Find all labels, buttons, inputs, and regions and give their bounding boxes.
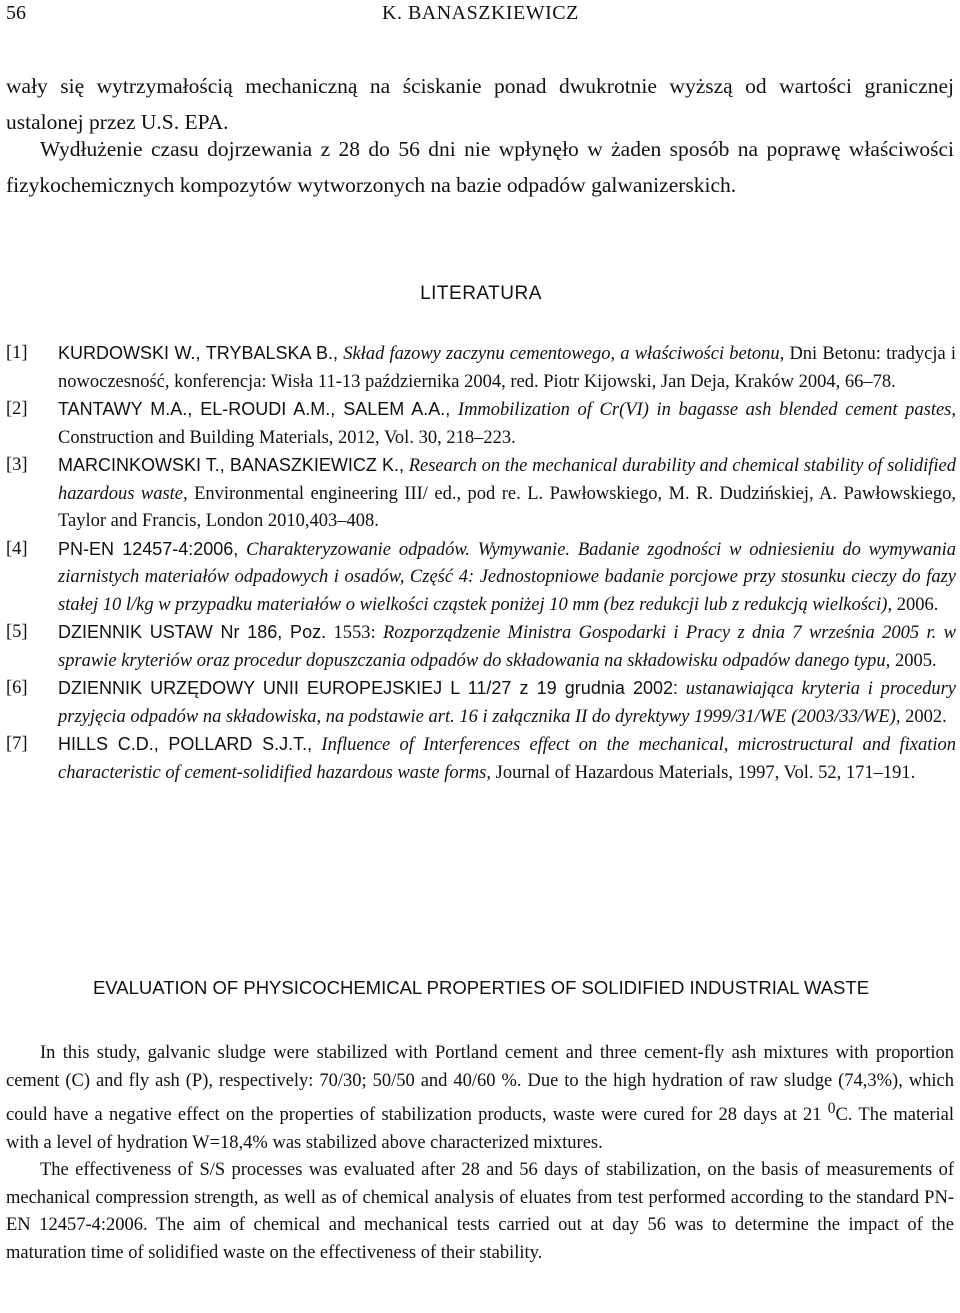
running-header xyxy=(6,2,956,30)
reference-source: Environmental engineering III/ ed., pod re. L. Pawłowskiego, M. R. Dudzińskiej, A. Pawłowskiego, Taylor and Francis, London 2010,403–408. xyxy=(58,483,957,531)
reference-authors: DZIENNIK URZĘDOWY UNII EUROPEJSKIEJ L 11/27 z 19 grudnia 2002: xyxy=(58,678,679,698)
reference-authors: HILLS C.D., POLLARD S.J.T., xyxy=(58,734,313,754)
reference-item xyxy=(6,675,956,731)
abstract-text: C. The material with a level of hydration W=18,4% was stabilized above characterized mixtures. xyxy=(6,1105,955,1153)
reference-item xyxy=(6,452,956,536)
degree-superscript: 0 xyxy=(827,1100,836,1117)
reference-number: [7] xyxy=(6,734,28,754)
reference-title: Charakteryzowanie odpadów. Wymywanie. Badanie zgodności w odniesieniu do wymywania ziarnistych materiałów odpadowych i osadów, Część 4: Jednostopniowe badanie porcjowe przy stosunku cieczy do fazy stałej 10 l/kg w przypadku materiałów o wielkości cząstek poniżej 10 mm (bez redukcji lub z redukcją wielkości), xyxy=(58,539,957,615)
reference-title: Rozporządzenie Ministra Gospodarki i Pracy z dnia 7 września 2005 r. w sprawie kryteriów oraz procedur dopuszczania odpadów do składowania na składowisku odpadów danego typu, xyxy=(58,623,957,671)
reference-title: Influence of Interferences effect on the mechanical, microstructural and fixation characteristic of cement-solidified hazardous waste forms, xyxy=(58,735,957,783)
reference-authors: MARCINKOWSKI T., BANASZKIEWICZ K., xyxy=(58,455,404,475)
english-abstract xyxy=(6,1040,954,1267)
running-author: K. BANASZKIEWICZ xyxy=(382,2,579,24)
reference-number: [5] xyxy=(6,622,28,642)
abstract-paragraph: The effectiveness of S/S processes was evaluated after 28 and 56 days of stabilization, on the basis of measurements of mechanical compression strength, as well as of chemical analysis of eluates from test performed according to the standard PN-EN 12457-4:2006. The aim of chemical and mechanical tests carried out at day 56 was to determine the impact of the maturation time of solidified waste on the effectiveness of their stability. xyxy=(6,1160,954,1263)
reference-source: Dni Betonu: tradycja i nowoczesność, konferencja: Wisła 11-13 października 2004, red. Piotr Kijowski, Jan Deja, Kraków 2004, 66–78. xyxy=(58,344,956,392)
reference-item xyxy=(6,536,956,620)
intro-paragraph-continued: wały się wytrzymałością mechaniczną na ściskanie ponad dwukrotnie wyższą od wartości granicznej ustalonej przez U.S. EPA. xyxy=(6,74,954,134)
reference-source: Journal of Hazardous Materials, 1997, Vol. 52, 171–191. xyxy=(495,762,916,783)
reference-title: Research on the mechanical durability and chemical stability of solidified hazardous waste, xyxy=(58,456,957,504)
reference-item xyxy=(6,619,956,675)
reference-number: [4] xyxy=(6,538,28,559)
abstract-text: In this study, galvanic sludge were stabilized with Portland cement and three cement-fly ash mixtures with proportion cement (C) and fly ash (P), respectively: 70/30; 50/50 and 40/60 %. Due to the high hydration of raw sludge (74,3%), which could have a negative effect on the properties of stabilization products, waste were cured for 28 days at 21 xyxy=(6,1043,954,1126)
reference-list xyxy=(6,340,956,787)
page-number: 56 xyxy=(6,2,26,24)
reference-authors: DZIENNIK USTAW Nr 186, Poz. xyxy=(58,622,327,642)
abstract-paragraph xyxy=(6,1040,954,1157)
reference-item xyxy=(6,340,956,396)
reference-source: Construction and Building Materials, 2012, Vol. 30, 218–223. xyxy=(58,427,516,448)
reference-source: 2006. xyxy=(896,594,939,615)
reference-title: Immobilization of Cr(VI) in bagasse ash blended cement pastes, xyxy=(457,400,956,420)
reference-authors: KURDOWSKI W., TRYBALSKA B., xyxy=(58,343,339,363)
literature-heading: LITERATURA xyxy=(420,283,542,304)
reference-source: 2005. xyxy=(894,650,937,671)
reference-item xyxy=(6,731,956,787)
intro-paragraph: Wydłużenie czasu dojrzewania z 28 do 56 dni nie wpłynęło w żaden sposób na poprawę właściwości fizykochemicznych kompozytów wytworzonych na bazie odpadów galwanizerskich. xyxy=(6,137,954,197)
reference-authors: PN-EN 12457-4:2006, xyxy=(58,538,239,559)
reference-number: [1] xyxy=(6,343,28,363)
reference-source: 2002. xyxy=(905,706,947,727)
reference-authors: TANTAWY M.A., EL-ROUDI A.M., SALEM A.A., xyxy=(58,399,451,419)
reference-title-prefix: 1553: xyxy=(333,623,376,643)
reference-title: ustanawiająca kryteria i procedury przyjęcia odpadów na składowiska, na podstawie art. 16 i załącznika II do dyrektywy 1999/31/WE (2003/33/WE), xyxy=(58,679,957,727)
reference-item xyxy=(6,396,956,452)
reference-number: [2] xyxy=(6,399,28,419)
reference-number: [6] xyxy=(6,678,28,698)
reference-title: Skład fazowy zaczynu cementowego, a właściwości betonu, xyxy=(343,344,785,364)
reference-number: [3] xyxy=(6,455,28,475)
english-title: EVALUATION OF PHYSICOCHEMICAL PROPERTIES OF SOLIDIFIED INDUSTRIAL WASTE xyxy=(92,977,870,998)
